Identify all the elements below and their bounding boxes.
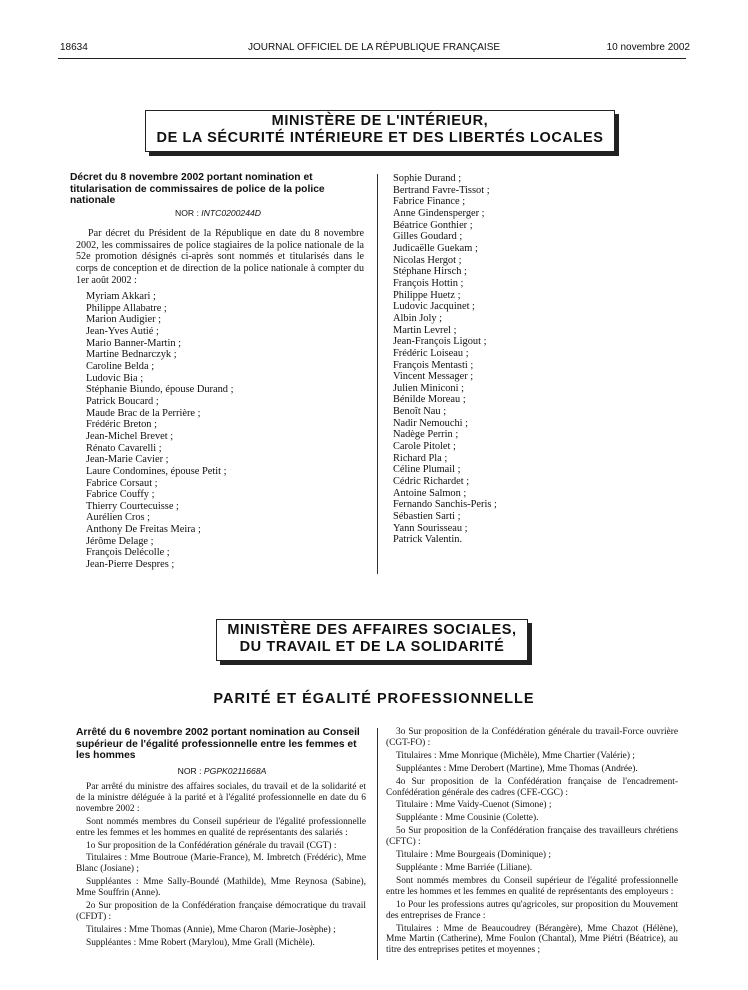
decree-intro: Par décret du Président de la République en date du 8 novembre 2002, les commissaires de police stagiaires de la police nationale de la 52e promotion désignés ci-après sont nommés et titularisés dans le corps de conception et de direction de la police nationale à compter du 1er août 2002 : <box>76 228 364 286</box>
arrete-paragraph: 1o Pour les professions autres qu'agricoles, sur proposition du Mouvement des entreprises de France : <box>386 899 678 921</box>
commissioner-name: Caroline Belda ; <box>86 360 155 372</box>
commissioner-name: Béatrice Gonthier ; <box>393 219 473 231</box>
commissioner-name: Albin Joly ; <box>393 312 443 324</box>
commissioner-name: Yann Sourisseau ; <box>393 522 468 534</box>
commissioner-name: Ludovic Jacquinet ; <box>393 301 475 313</box>
commissioner-name: Jean-François Ligout ; <box>393 336 487 348</box>
commissioner-name: Sébastien Sarti ; <box>393 511 461 523</box>
commissioner-name: Laure Condomines, épouse Petit ; <box>86 465 227 477</box>
commissioner-name: Stéphane Hirsch ; <box>393 266 467 278</box>
commissioner-name: Nadir Nemouchi ; <box>393 417 469 429</box>
decree-title: Décret du 8 novembre 2002 portant nomination et titularisation de commissaires de police de la police nationale <box>70 172 325 206</box>
commissioner-name: Anthony De Freitas Meira ; <box>86 524 201 536</box>
commissioner-name: Fabrice Couffy ; <box>86 489 155 501</box>
commissioner-name: Stéphanie Biundo, épouse Durand ; <box>86 384 234 396</box>
commissioner-name: Jean-Yves Autié ; <box>86 325 159 337</box>
decree-names-right <box>393 173 497 546</box>
commissioner-name: Rénato Cavarelli ; <box>86 442 162 454</box>
arrete-right-column <box>386 727 678 958</box>
commissioner-name: Richard Pla ; <box>393 452 448 464</box>
arrete-paragraph: Suppléantes : Mme Sally-Boundé (Mathilde), Mme Reynosa (Sabine), Mme Souffrin (Anne). <box>76 877 366 899</box>
commissioner-name: Mario Banner-Martin ; <box>86 337 182 349</box>
decree-nor-label: NOR : <box>175 208 199 218</box>
commissioner-name: Martin Levrel ; <box>393 324 457 336</box>
commissioner-name: Bénilde Moreau ; <box>393 394 466 406</box>
arrete-paragraph: Titulaires : Mme Thomas (Annie), Mme Charon (Marie-Josèphe) ; <box>86 924 336 935</box>
arrete-nor-code: PGPK0211668A <box>203 766 267 776</box>
commissioner-name: Frédéric Loiseau ; <box>393 347 469 359</box>
page-number: 18634 <box>60 42 88 53</box>
arrete-paragraph: Titulaire : Mme Vaidy-Cuenot (Simone) ; <box>396 800 552 811</box>
commissioner-name: Jérôme Delage ; <box>86 535 154 547</box>
header-rule <box>58 58 686 59</box>
arrete-paragraph: Suppléante : Mme Barriée (Liliane). <box>396 862 533 873</box>
commissioner-name: Nicolas Hergot ; <box>393 254 462 266</box>
commissioner-name: Frédéric Breton ; <box>86 419 157 431</box>
ministry-interior-line1: MINISTÈRE DE L'INTÉRIEUR, <box>271 113 489 129</box>
ministry-interior-box <box>145 110 615 152</box>
commissioner-name: Nadège Perrin ; <box>393 429 459 441</box>
commissioner-name: Benoît Nau ; <box>393 406 447 418</box>
commissioner-name: Marion Audigier ; <box>86 314 162 326</box>
commissioner-name: Judicaëlle Guekam ; <box>393 242 478 254</box>
arrete-paragraph: Suppléantes : Mme Robert (Marylou), Mme Grall (Michèle). <box>86 937 315 948</box>
ministry-social-line2: DU TRAVAIL ET DE LA SOLIDARITÉ <box>239 639 505 655</box>
commissioner-name: Cédric Richardet ; <box>393 476 470 488</box>
arrete-paragraph: Titulaire : Mme Bourgeais (Dominique) ; <box>396 850 551 861</box>
commissioner-name: Céline Plumail ; <box>393 464 461 476</box>
commissioner-name: Maude Brac de la Perrière ; <box>86 407 201 419</box>
issue-date: 10 novembre 2002 <box>606 42 690 53</box>
commissioner-name: Myriam Akkari ; <box>86 291 156 302</box>
arrete-paragraph: Titulaires : Mme Monrique (Michèle), Mme Chartier (Valérie) ; <box>396 750 635 761</box>
arrete-paragraph: 4o Sur proposition de la Confédération française de l'encadrement-Confédération générale des cadres (CFE-CGC) : <box>386 776 678 798</box>
arrete-paragraph: Sont nommés membres du Conseil supérieur de l'égalité professionnelle entre les femmes et les hommes en qualité de représentants des salariés : <box>76 816 366 838</box>
commissioner-name: Patrick Boucard ; <box>86 395 159 407</box>
commissioner-name: Philippe Huetz ; <box>393 289 461 301</box>
arrete-paragraph: 2o Sur proposition de la Confédération française démocratique du travail (CFDT) : <box>76 901 366 922</box>
ministry-social-line1: MINISTÈRE DES AFFAIRES SOCIALES, <box>227 622 517 638</box>
commissioner-name: Fabrice Corsaut ; <box>86 477 158 489</box>
arrete-left-column <box>76 782 366 951</box>
arrete-paragraph: 1o Sur proposition de la Confédération générale du travail (CGT) : <box>86 840 337 851</box>
commissioner-name: Jean-Michel Brevet ; <box>86 430 174 442</box>
commissioner-name: Bertrand Favre-Tissot ; <box>393 184 490 196</box>
commissioner-name: Antoine Salmon ; <box>393 487 467 499</box>
journal-title: JOURNAL OFFICIEL DE LA RÉPUBLIQUE FRANÇAISE <box>247 42 501 53</box>
commissioner-name: Philippe Allabatre ; <box>86 302 167 314</box>
commissioner-name: Anne Gindensperger ; <box>393 207 485 219</box>
commissioner-name: Fernando Sanchis-Peris ; <box>393 499 497 511</box>
section-title: PARITÉ ET ÉGALITÉ PROFESSIONNELLE <box>213 691 535 707</box>
column-divider-bottom <box>377 728 378 960</box>
arrete-paragraph: Sont nommés membres du Conseil supérieur de l'égalité professionnelle entre les hommes et les femmes en qualité de représentants des employeurs : <box>386 875 678 897</box>
arrete-paragraph: Par arrêté du ministre des affaires sociales, du travail et de la solidarité et de la ministre déléguée à la parité et à l'égalité professionnelle en date du 6 novembre 2002 : <box>76 782 366 814</box>
arrete-paragraph: Titulaires : Mme Boutroue (Marie-France), M. Imbretch (Frédéric), Mme Blanc (Josiane) ; <box>76 853 366 875</box>
arrete-title: Arrêté du 6 novembre 2002 portant nomination au Conseil supérieur de l'égalité professionnelle entre les femmes et les hommes <box>76 727 360 761</box>
arrete-paragraph: 5o Sur proposition de la Confédération française des travailleurs chrétiens (CFTC) : <box>386 826 678 848</box>
commissioner-name: Vincent Messager ; <box>393 371 474 383</box>
arrete-nor-label: NOR : <box>177 766 202 776</box>
decree-nor <box>70 208 366 218</box>
commissioner-name: François Mentasti ; <box>393 359 474 371</box>
ministry-interior-line2: DE LA SÉCURITÉ INTÉRIEURE ET DES LIBERTÉS LOCALES <box>156 130 604 146</box>
arrete-paragraph: 3o Sur proposition de la Confédération générale du travail-Force ouvrière (CGT-FO) : <box>386 727 678 748</box>
commissioner-name: Jean-Marie Cavier ; <box>86 454 169 466</box>
ministry-social-box <box>216 619 528 661</box>
commissioner-name: Martine Bednarczyk ; <box>86 349 177 361</box>
commissioner-name: Gilles Goudard ; <box>393 231 463 243</box>
decree-names-left <box>86 291 233 571</box>
decree-nor-code: INTC0200244D <box>201 208 261 218</box>
commissioner-name: Aurélien Cros ; <box>86 512 151 524</box>
commissioner-name: Jean-Pierre Despres ; <box>86 559 175 571</box>
column-divider <box>377 174 378 574</box>
arrete-paragraph: Suppléantes : Mme Derobert (Martine), Mme Thomas (Andrée). <box>396 763 638 774</box>
commissioner-name: Carole Pitolet ; <box>393 441 456 453</box>
commissioner-name: Patrick Valentin. <box>393 534 463 546</box>
commissioner-name: Fabrice Finance ; <box>393 196 466 208</box>
commissioner-name: François Delécolle ; <box>86 547 170 559</box>
commissioner-name: François Hottin ; <box>393 277 464 289</box>
commissioner-name: Thierry Courtecuisse ; <box>86 500 179 512</box>
arrete-paragraph: Suppléante : Mme Cousinie (Colette). <box>396 813 539 824</box>
commissioner-name: Sophie Durand ; <box>393 173 462 184</box>
commissioner-name: Julien Miniconi ; <box>393 382 464 394</box>
commissioner-name: Ludovic Bia ; <box>86 372 144 384</box>
arrete-paragraph: Titulaires : Mme de Beaucoudrey (Bérangère), Mme Chazot (Hélène), Mme Martin (Catherine), Mme Foulon (Chantal), Mme Piétri (Béatrice), au titre des entreprises petites et moyennes ; <box>386 923 678 956</box>
arrete-nor <box>76 766 368 776</box>
